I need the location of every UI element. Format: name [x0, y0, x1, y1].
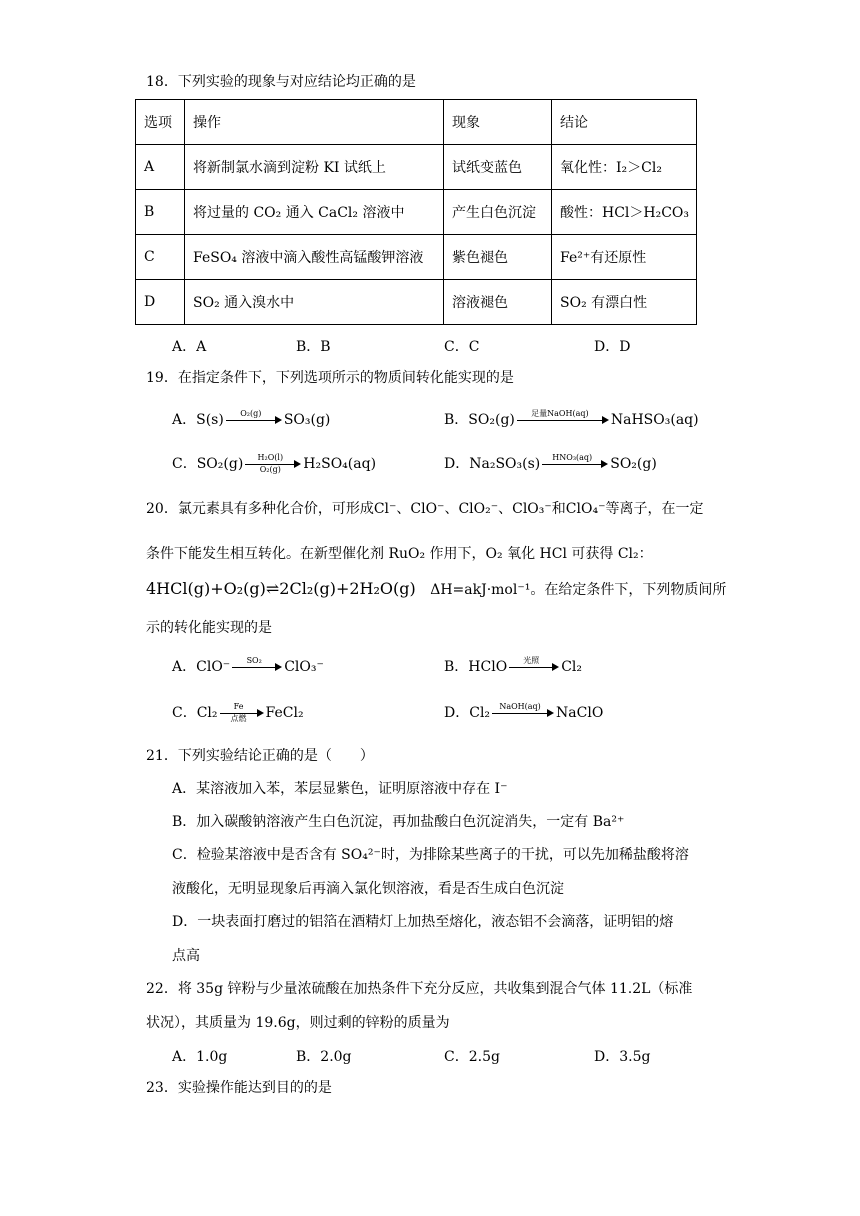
reaction-arrow [245, 454, 301, 474]
reactant: SO₂(g) [196, 456, 244, 472]
cell-conclusion: 氧化性：I₂＞Cl₂ [552, 145, 697, 190]
header-phenomenon: 现象 [444, 100, 552, 145]
cell-operation: FeSO₄ 溶液中滴入酸性高锰酸钾溶液 [185, 235, 444, 280]
arrow-condition-above: HNO₃(aq) [552, 453, 593, 462]
q19-choice-b[interactable] [444, 409, 699, 430]
q21-choice-d-line1[interactable]: D．一块表面打磨过的铝箔在酒精灯上加热至熔化，液态铝不会滴落，证明铝的熔 [172, 914, 674, 930]
choice-label: A． [172, 659, 197, 675]
choice-label: A． [172, 412, 197, 428]
q20-choice-a[interactable] [172, 656, 324, 677]
q20-choice-d[interactable] [444, 702, 603, 723]
reactant: ClO⁻ [196, 659, 231, 675]
table-row [136, 145, 697, 190]
q23-stem: 23．实验操作能达到目的的是 [146, 1080, 332, 1096]
arrow-condition-above: Fe [233, 702, 244, 711]
cell-option: C [136, 235, 185, 280]
table-row [136, 280, 697, 325]
reaction-arrow [492, 703, 554, 723]
table-row [136, 235, 697, 280]
q22-line1: 22．将 35g 锌粉与少量浓硫酸在加热条件下充分反应，共收集到混合气体 11.2L（标准 [146, 981, 693, 997]
reaction-arrow [232, 657, 282, 677]
q22-choice-d[interactable]: D．3.5g [594, 1049, 651, 1065]
arrow-condition-above: SO₂ [246, 656, 262, 665]
product: NaClO [556, 705, 604, 721]
q19-choice-c[interactable] [172, 453, 376, 474]
q20-line4: 示的转化能实现的是 [146, 620, 272, 636]
arrow-condition-above: O₂(g) [240, 409, 262, 418]
q19-choice-a[interactable] [172, 409, 330, 430]
table-row [136, 190, 697, 235]
q20-choice-b[interactable] [444, 656, 582, 677]
q21-stem: 21．下列实验结论正确的是（ ） [146, 748, 374, 764]
q18-choice-c[interactable]: C．C [444, 339, 480, 355]
product: SO₂(g) [610, 456, 657, 472]
cell-option: B [136, 190, 185, 235]
cell-operation: 将新制氯水滴到淀粉 KI 试纸上 [185, 145, 444, 190]
q19-stem: 19．在指定条件下，下列选项所示的物质间转化能实现的是 [146, 370, 514, 386]
enthalpy-change: ΔH=akJ·mol⁻¹ [430, 582, 531, 598]
q22-line2: 状况），其质量为 19.6g，则过剩的锌粉的质量为 [146, 1015, 450, 1031]
arrow-condition-above: NaOH(aq) [499, 702, 541, 711]
arrow-condition-above: 光照 [523, 656, 540, 665]
q20-line3-tail: 。在给定条件下，下列物质间所 [530, 582, 727, 598]
reactant: Cl₂ [469, 705, 491, 721]
cell-conclusion: SO₂ 有漂白性 [552, 280, 697, 325]
table-header-row [136, 100, 697, 145]
arrow-condition-below: 点燃 [230, 714, 247, 723]
q21-choice-c-line1[interactable]: C．检验某溶液中是否含有 SO₄²⁻时，为排除某些离子的干扰，可以先加稀盐酸将溶 [172, 847, 689, 863]
cell-option: D [136, 280, 185, 325]
reactant: S(s) [196, 412, 224, 428]
product: ClO₃⁻ [284, 659, 324, 675]
reactant: HClO [468, 659, 508, 675]
cell-conclusion: 酸性：HCl＞H₂CO₃ [552, 190, 697, 235]
product: Cl₂ [561, 659, 582, 675]
q18-stem: 18．下列实验的现象与对应结论均正确的是 [146, 74, 416, 90]
arrow-condition-above: 足量NaOH(aq) [531, 409, 589, 418]
reactant: Cl₂ [196, 705, 218, 721]
choice-label: B． [444, 412, 469, 428]
product: SO₃(g) [283, 412, 331, 428]
q18-table [135, 99, 697, 325]
q22-choice-a[interactable]: A．1.0g [172, 1049, 228, 1065]
reaction-arrow [226, 410, 282, 430]
cell-phenomenon: 紫色褪色 [444, 235, 552, 280]
cell-operation: SO₂ 通入溴水中 [185, 280, 444, 325]
reactant: Na₂SO₃(s) [469, 456, 541, 472]
arrow-condition-above: H₂O(l) [257, 453, 284, 462]
q19-choice-d[interactable] [444, 453, 657, 474]
q21-choice-a[interactable]: A．某溶液加入苯，苯层显紫色，证明原溶液中存在 I⁻ [172, 781, 508, 797]
cell-operation: 将过量的 CO₂ 通入 CaCl₂ 溶液中 [185, 190, 444, 235]
cell-conclusion: Fe²⁺有还原性 [552, 235, 697, 280]
header-option: 选项 [136, 100, 185, 145]
choice-label: C． [172, 705, 197, 721]
reaction-arrow [509, 657, 559, 677]
arrow-condition-below: O₂(g) [259, 465, 281, 474]
q18-choice-d[interactable]: D．D [594, 339, 631, 355]
q21-choice-d-line2[interactable]: 点高 [172, 948, 200, 964]
q18-choice-a[interactable]: A．A [172, 339, 207, 355]
choice-label: C． [172, 456, 197, 472]
choice-label: B． [444, 659, 469, 675]
product: FeCl₂ [265, 705, 304, 721]
choice-label: D． [444, 705, 470, 721]
cell-phenomenon: 试纸变蓝色 [444, 145, 552, 190]
reactant: SO₂(g) [468, 412, 515, 428]
header-operation: 操作 [185, 100, 444, 145]
reaction-arrow [220, 703, 264, 723]
q20-equation-line [146, 579, 726, 599]
q18-choice-b[interactable]: B．B [296, 339, 331, 355]
choice-label: D． [444, 456, 470, 472]
q21-choice-c-line2[interactable]: 液酸化，无明显现象后再滴入氯化钡溶液，看是否生成白色沉淀 [172, 881, 564, 897]
cell-phenomenon: 产生白色沉淀 [444, 190, 552, 235]
reaction-arrow [542, 454, 608, 474]
header-conclusion: 结论 [552, 100, 697, 145]
reaction-arrow [517, 410, 609, 430]
cell-phenomenon: 溶液褪色 [444, 280, 552, 325]
q21-choice-b[interactable]: B．加入碳酸钠溶液产生白色沉淀，再加盐酸白色沉淀消失，一定有 Ba²⁺ [172, 814, 625, 830]
q20-line2: 条件下能发生相互转化。在新型催化剂 RuO₂ 作用下，O₂ 氧化 HCl 可获得 Cl₂： [146, 546, 653, 562]
q20-choice-c[interactable] [172, 702, 304, 723]
q22-choice-c[interactable]: C．2.5g [444, 1049, 500, 1065]
product: NaHSO₃(aq) [610, 412, 699, 428]
thermochemical-equation: 4HCl(g)+O₂(g)⇌2Cl₂(g)+2H₂O(g) [146, 579, 416, 598]
product: H₂SO₄(aq) [303, 456, 377, 472]
q20-line1: 20．氯元素具有多种化合价，可形成Cl⁻、ClO⁻、ClO₂⁻、ClO₃⁻和ClO₄⁻等离子，在一定 [146, 501, 704, 517]
cell-option: A [136, 145, 185, 190]
q22-choice-b[interactable]: B．2.0g [296, 1049, 352, 1065]
